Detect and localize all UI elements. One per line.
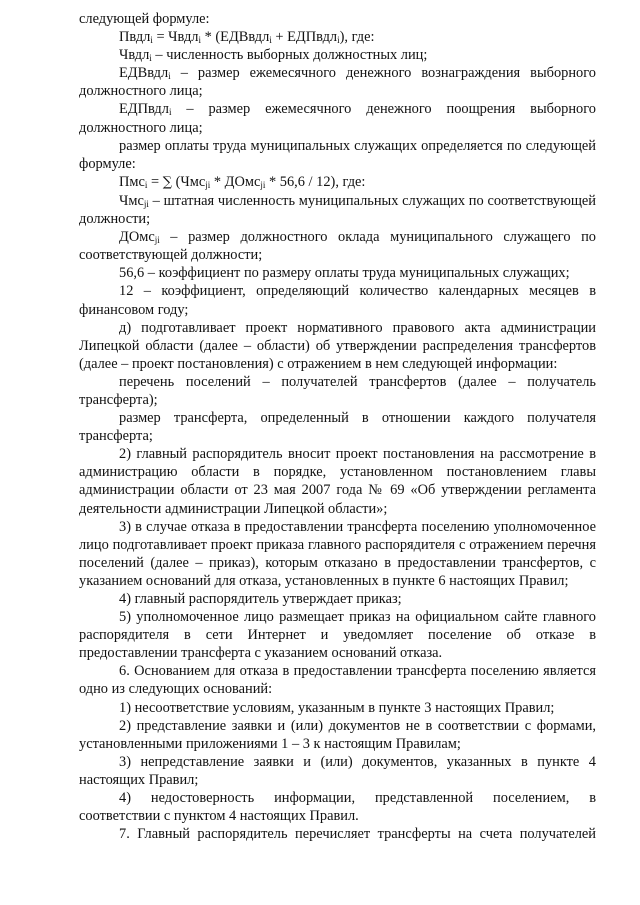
text-line: следующей формуле: xyxy=(79,11,210,27)
formula-definition: Чмс$_{ji}$ – штатная численность муниципальных служащих по соответствующей должности; xyxy=(79,192,596,228)
paragraph: размер трансферта, определенный в отношении каждого получателя трансферта; xyxy=(79,410,596,445)
paragraph: 7. Главный распорядитель перечисляет трансферты на счета получателей xyxy=(119,826,596,843)
formula-definition: ЕДПвдл$_i$ – размер ежемесячного денежного поощрения выборного должностного лица; xyxy=(79,101,596,136)
paragraph: 6. Основанием для отказа в предоставлении трансферта поселению является одно из следующих оснований: xyxy=(79,663,596,698)
formula-definition: ЕДВвдл$_i$ – размер ежемесячного денежного вознаграждения выборного должностного лица; xyxy=(79,65,596,100)
paragraph: 2) представление заявки и (или) документов не в соответствии с формами, установленными приложениями 1 – 3 к настоящим Правилам; xyxy=(79,717,596,752)
paragraph: 56,6 – коэффициент по размеру оплаты труда муниципальных служащих; xyxy=(119,265,570,282)
formula-definition: Чвдл$_i$ – численность выборных должностных лиц; xyxy=(119,47,428,64)
paragraph: 2) главный распорядитель вносит проект постановления на рассмотрение в администрацию области в порядке, установленном постановлением главы администрации области от 23 мая 2007 года № 69 «Об утверждении регламента деятельности администрации Липецкой области»; xyxy=(79,446,596,517)
paragraph: д) подготавливает проект нормативного правового акта администрации Липецкой области (далее – области) об утверждении распределения трансфертов (далее – проект постановления) с отражением в нем следующей информации: xyxy=(79,319,596,372)
sigma-symbol: ∑ xyxy=(162,174,172,190)
paragraph: 4) недостоверность информации, представленной поселением, в соответствии с пунктом 4 настоящих Правил. xyxy=(79,790,596,825)
formula-definition: ДОмс$_{ji}$ – размер должностного оклада муниципального служащего по соответствующей должности; xyxy=(79,229,596,264)
paragraph: 5) уполномоченное лицо размещает приказ на официальном сайте главного распорядителя в сети Интернет и уведомляет поселение об отказе в предоставлении трансферта с указанием оснований отказа. xyxy=(79,609,596,662)
paragraph: 1) несоответствие условиям, указанным в пункте 3 настоящих Правил; xyxy=(119,699,555,716)
paragraph: 4) главный распорядитель утверждает приказ; xyxy=(119,591,402,607)
formula-pms: Пмс$_i$ = ∑ (Чмс$_{ji}$ * ДОмс$_{ji}$ * 56,6 / 12), где: xyxy=(119,173,366,190)
paragraph: размер оплаты труда муниципальных служащих определяется по следующей формуле: xyxy=(79,137,596,172)
paragraph: 3) в случае отказа в предоставлении трансферта поселению уполномоченное лицо подготавливает проект приказа главного распорядителя с отражением перечня поселений (далее – приказ), которым отказано в предоставлении трансфертов, с указанием оснований для отказа, установленных в пункте 6 настоящих Правил; xyxy=(79,518,596,589)
formula-pvdl: Пвдл$_i$ = Чвдл$_i$ * (ЕДВвдл$_i$ + ЕДПвдл$_i$), где: xyxy=(119,29,375,46)
paragraph: 12 – коэффициент, определяющий количество календарных месяцев в финансовом году; xyxy=(79,283,596,318)
paragraph: перечень поселений – получателей трансфертов (далее – получатель трансферта); xyxy=(79,373,596,408)
paragraph: 3) непредставление заявки и (или) документов, указанных в пункте 4 настоящих Правил; xyxy=(79,753,596,788)
